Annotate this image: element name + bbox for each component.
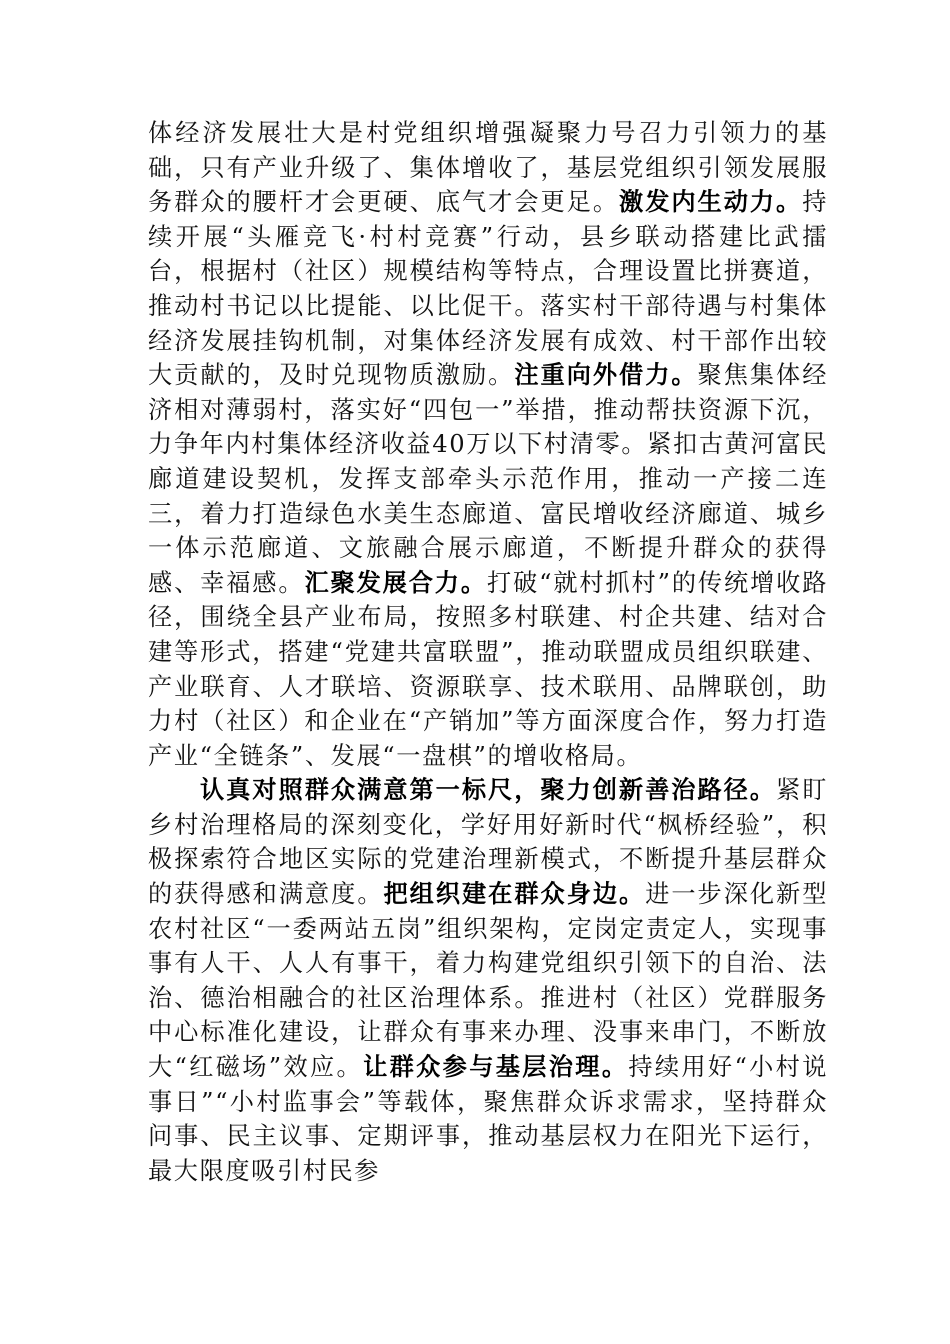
paragraph-text: 体经济发展壮大是村党组织增强凝聚力号召力引领力的基础，只有产业升级了、集体增收了，基层党组织引领发展服务群众的腰杆才会更硬、底气才会更足。 [148,119,828,217]
heading-inner-motivation: 激发内生动力。 [619,187,803,217]
section-heading-governance: 认真对照群众满意第一标尺，聚力创新善治路径。 [200,775,777,805]
paragraph-text: 持续用好“小村说事日”“小村监事会”等载体，聚焦群众诉求需求，坚持群众问事、民主议事、定期评事，推动基层权力在阳光下运行，最大限度吸引村民参 [148,1053,828,1185]
paragraph-text: 紧盯乡村治理格局的深刻变化，学好用好新时代“枫桥经验”，积极探索符合地区实际的党建治理新模式，不断提升基层群众的获得感和满意度。 [148,776,829,909]
heading-masses-participation: 让群众参与基层治理。 [363,1052,629,1082]
heading-external-support: 注重向外借力。 [514,360,698,390]
paragraph-text: 进一步深化新型农村社区“一委两站五岗”组织架构，定岗定责定人，实现事事有人干、人人有事干，着力构建党组织引领下的自治、法治、德治相融合的社区治理体系。推进村（社区）党群服务中心标准化建设，让群众有事来办理、没事来串门，不断放大“红磁场”效应。 [148,880,828,1082]
document-body [148,116,828,1188]
heading-development-synergy: 汇聚发展合力。 [304,567,487,597]
heading-organization-near-masses: 把组织建在群众身边。 [383,879,646,909]
paragraph-text: 持续开展“头雁竞飞·村村竞赛”行动，县乡联动搭建比武擂台，根据村（社区）规模结构等特点，合理设置比拼赛道，推动村书记以比提能、以比促干。落实村干部待遇与村集体经济发展挂钩机制，对集体经济发展有成效、村干部作出较大贡献的，及时兑现物质激励。 [148,188,829,390]
paragraph-collective-economy [148,116,828,773]
paragraph-governance [148,773,828,1188]
paragraph-text: 打破“就村抓村”的传统增收路径，围绕全县产业布局，按照多村联建、村企共建、结对合建等形式，搭建“党建共富联盟”，推动联盟成员组织联建、产业联育、人才联培、资源联享、技术联用、品牌联创，助力村（社区）和企业在“产销加”等方面深度合作，努力打造产业“全链条”、发展“一盘棋”的增收格局。 [148,568,828,770]
paragraph-text: 聚焦集体经济相对薄弱村，落实好“四包一”举措，推动帮扶资源下沉，力争年内村集体经济收益40万以下村清零。紧扣古黄河富民廊道建设契机，发挥支部牵头示范作用，推动一产接二连三，着力打造绿色水美生态廊道、富民增收经济廊道、城乡一体示范廊道、文旅融合展示廊道，不断提升群众的获得感、幸福感。 [148,361,829,597]
